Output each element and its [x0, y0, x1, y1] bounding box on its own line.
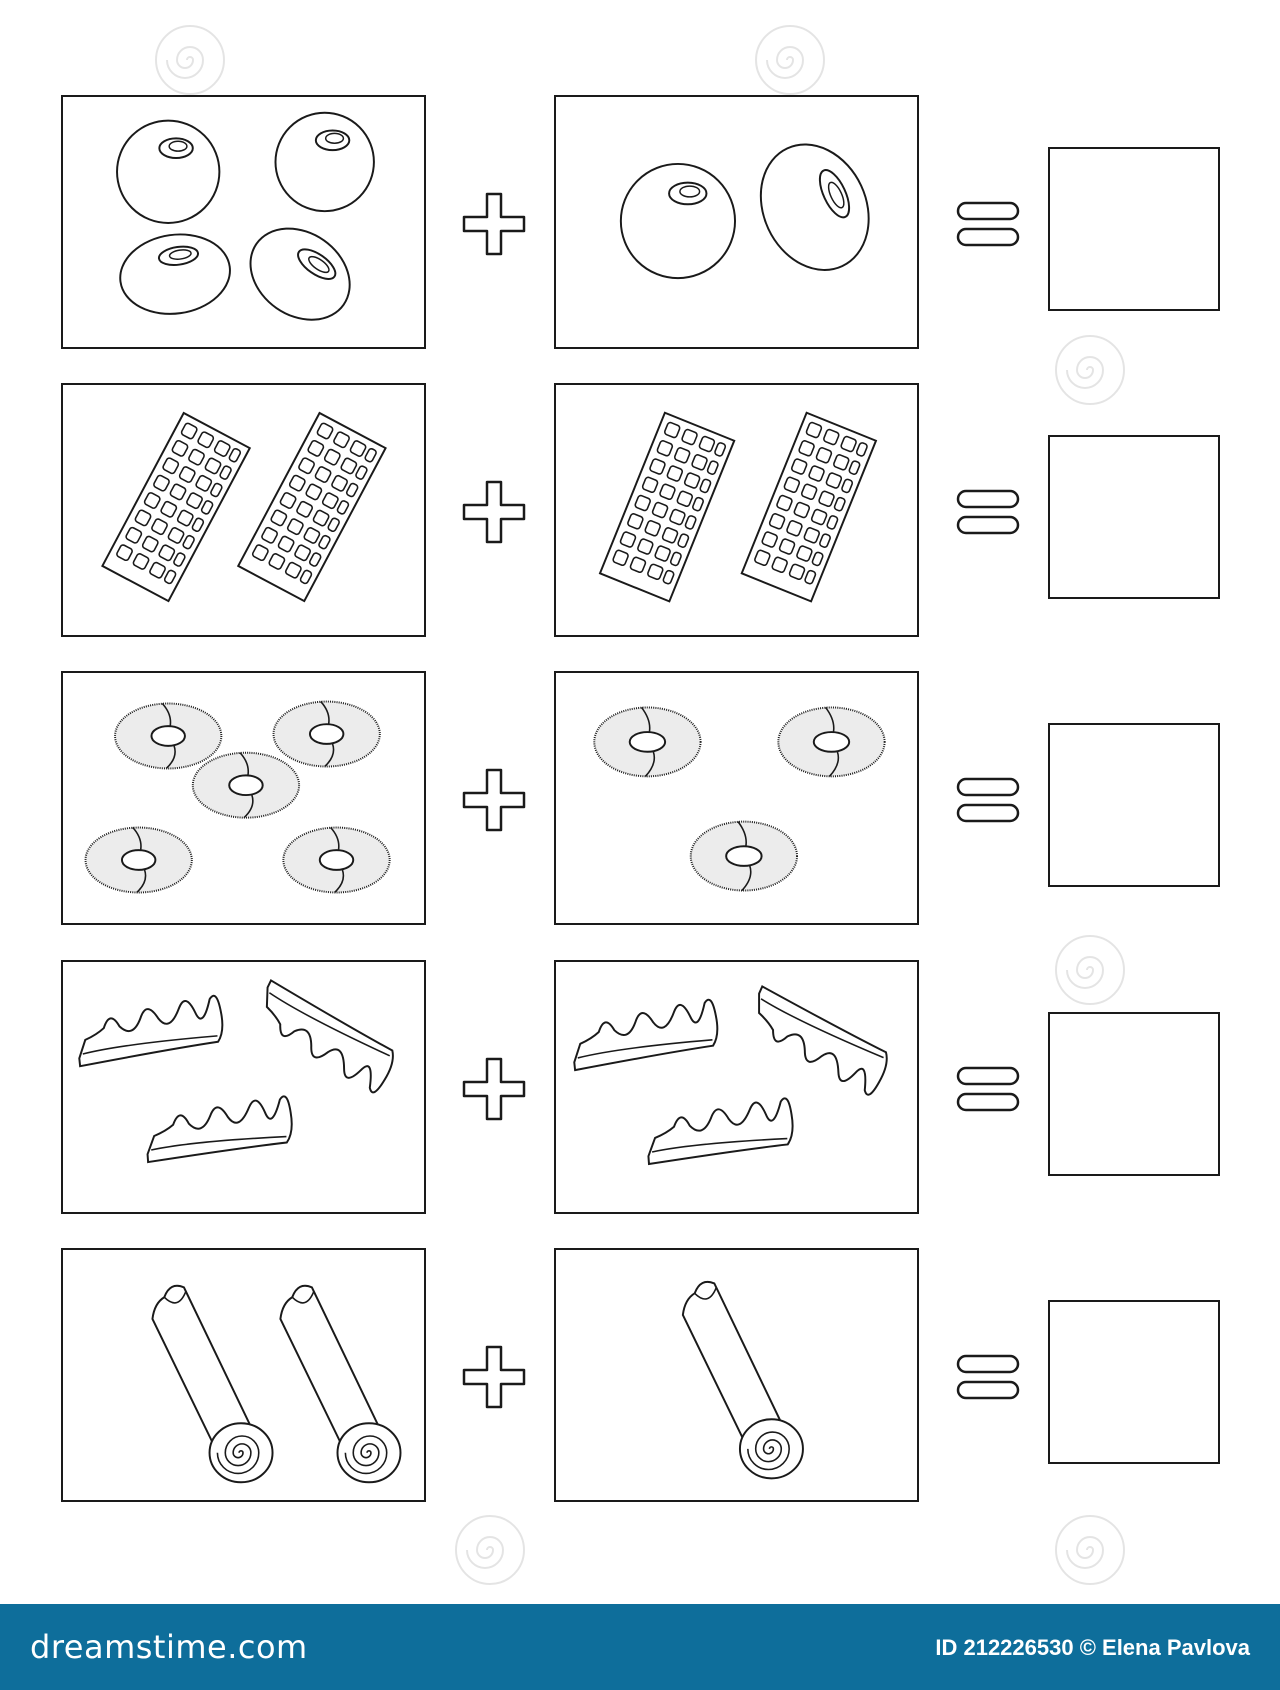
answer-box[interactable] [1048, 1012, 1220, 1176]
bagel-icon [778, 707, 884, 776]
crisp-wafer-icon [246, 980, 402, 1094]
footer-bar [0, 1604, 1280, 1690]
equals-sign [954, 1350, 1022, 1404]
swiss-roll-icon [683, 1282, 803, 1478]
answer-box[interactable] [1048, 1300, 1220, 1464]
bagel-icon [691, 822, 797, 891]
right-picture-panel [554, 1248, 919, 1502]
chocolate-bars-group [556, 385, 917, 635]
left-picture-panel [61, 383, 426, 637]
bagel-icon [594, 707, 700, 776]
problem-row-1 [0, 95, 1280, 353]
crisp-wafers-group [556, 962, 917, 1212]
bubble-icon [275, 113, 373, 211]
left-picture-panel [61, 95, 426, 349]
chocolate-bars-group [63, 385, 424, 635]
crisp-wafer-icon [645, 1098, 795, 1164]
chocolate-bar-icon [742, 413, 876, 602]
bubble-icon [741, 127, 889, 288]
answer-box[interactable] [1048, 723, 1220, 887]
footer-credit: ID 212226530 © Elena Pavlova [935, 1635, 1250, 1660]
left-picture-panel [61, 960, 426, 1214]
bubble-icon [117, 121, 219, 223]
watermark-spiral-icon [750, 20, 830, 100]
footer-logo[interactable]: dreamstime.com [30, 1628, 308, 1666]
chocolate-bar-icon [600, 413, 734, 602]
watermark-spiral-icon [1050, 1510, 1130, 1590]
answer-box[interactable] [1048, 147, 1220, 311]
equals-sign [954, 1062, 1022, 1116]
bagel-icon [283, 828, 389, 893]
bubble-icon [233, 210, 367, 339]
swiss-roll-icon [280, 1286, 400, 1482]
bagel-icon [274, 702, 380, 767]
watermark-spiral-icon [450, 1510, 530, 1590]
bagels-group [556, 673, 917, 923]
crisp-wafer-icon [739, 986, 895, 1097]
plus-sign [458, 188, 530, 260]
left-picture-panel [61, 671, 426, 925]
right-picture-panel [554, 671, 919, 925]
right-picture-panel [554, 95, 919, 349]
equals-sign [954, 773, 1022, 827]
crisp-wafer-icon [569, 999, 720, 1070]
bubbles-group [63, 97, 424, 347]
answer-box[interactable] [1048, 435, 1220, 599]
crisp-wafer-icon [144, 1096, 294, 1162]
chocolate-bar-icon [102, 413, 249, 601]
swiss-rolls-group [556, 1250, 917, 1500]
swiss-roll-icon [152, 1286, 272, 1482]
plus-sign [458, 476, 530, 548]
bubble-icon [621, 164, 735, 278]
problem-row-4 [0, 960, 1280, 1218]
bagel-icon [193, 753, 299, 818]
right-picture-panel [554, 960, 919, 1214]
plus-sign [458, 1053, 530, 1125]
crisp-wafers-group [63, 962, 424, 1212]
problem-row-3 [0, 671, 1280, 929]
bubbles-group [556, 97, 917, 347]
plus-sign [458, 764, 530, 836]
problem-row-5 [0, 1248, 1280, 1506]
equals-sign [954, 485, 1022, 539]
bubble-icon [115, 228, 235, 321]
bagel-icon [86, 828, 192, 893]
problem-row-2 [0, 383, 1280, 641]
watermark-spiral-icon [150, 20, 230, 100]
left-picture-panel [61, 1248, 426, 1502]
chocolate-bar-icon [238, 413, 385, 601]
right-picture-panel [554, 383, 919, 637]
swiss-rolls-group [63, 1250, 424, 1500]
bagel-icon [115, 704, 221, 769]
crisp-wafer-icon [74, 995, 225, 1066]
equals-sign [954, 197, 1022, 251]
bagels-group [63, 673, 424, 923]
plus-sign [458, 1341, 530, 1413]
